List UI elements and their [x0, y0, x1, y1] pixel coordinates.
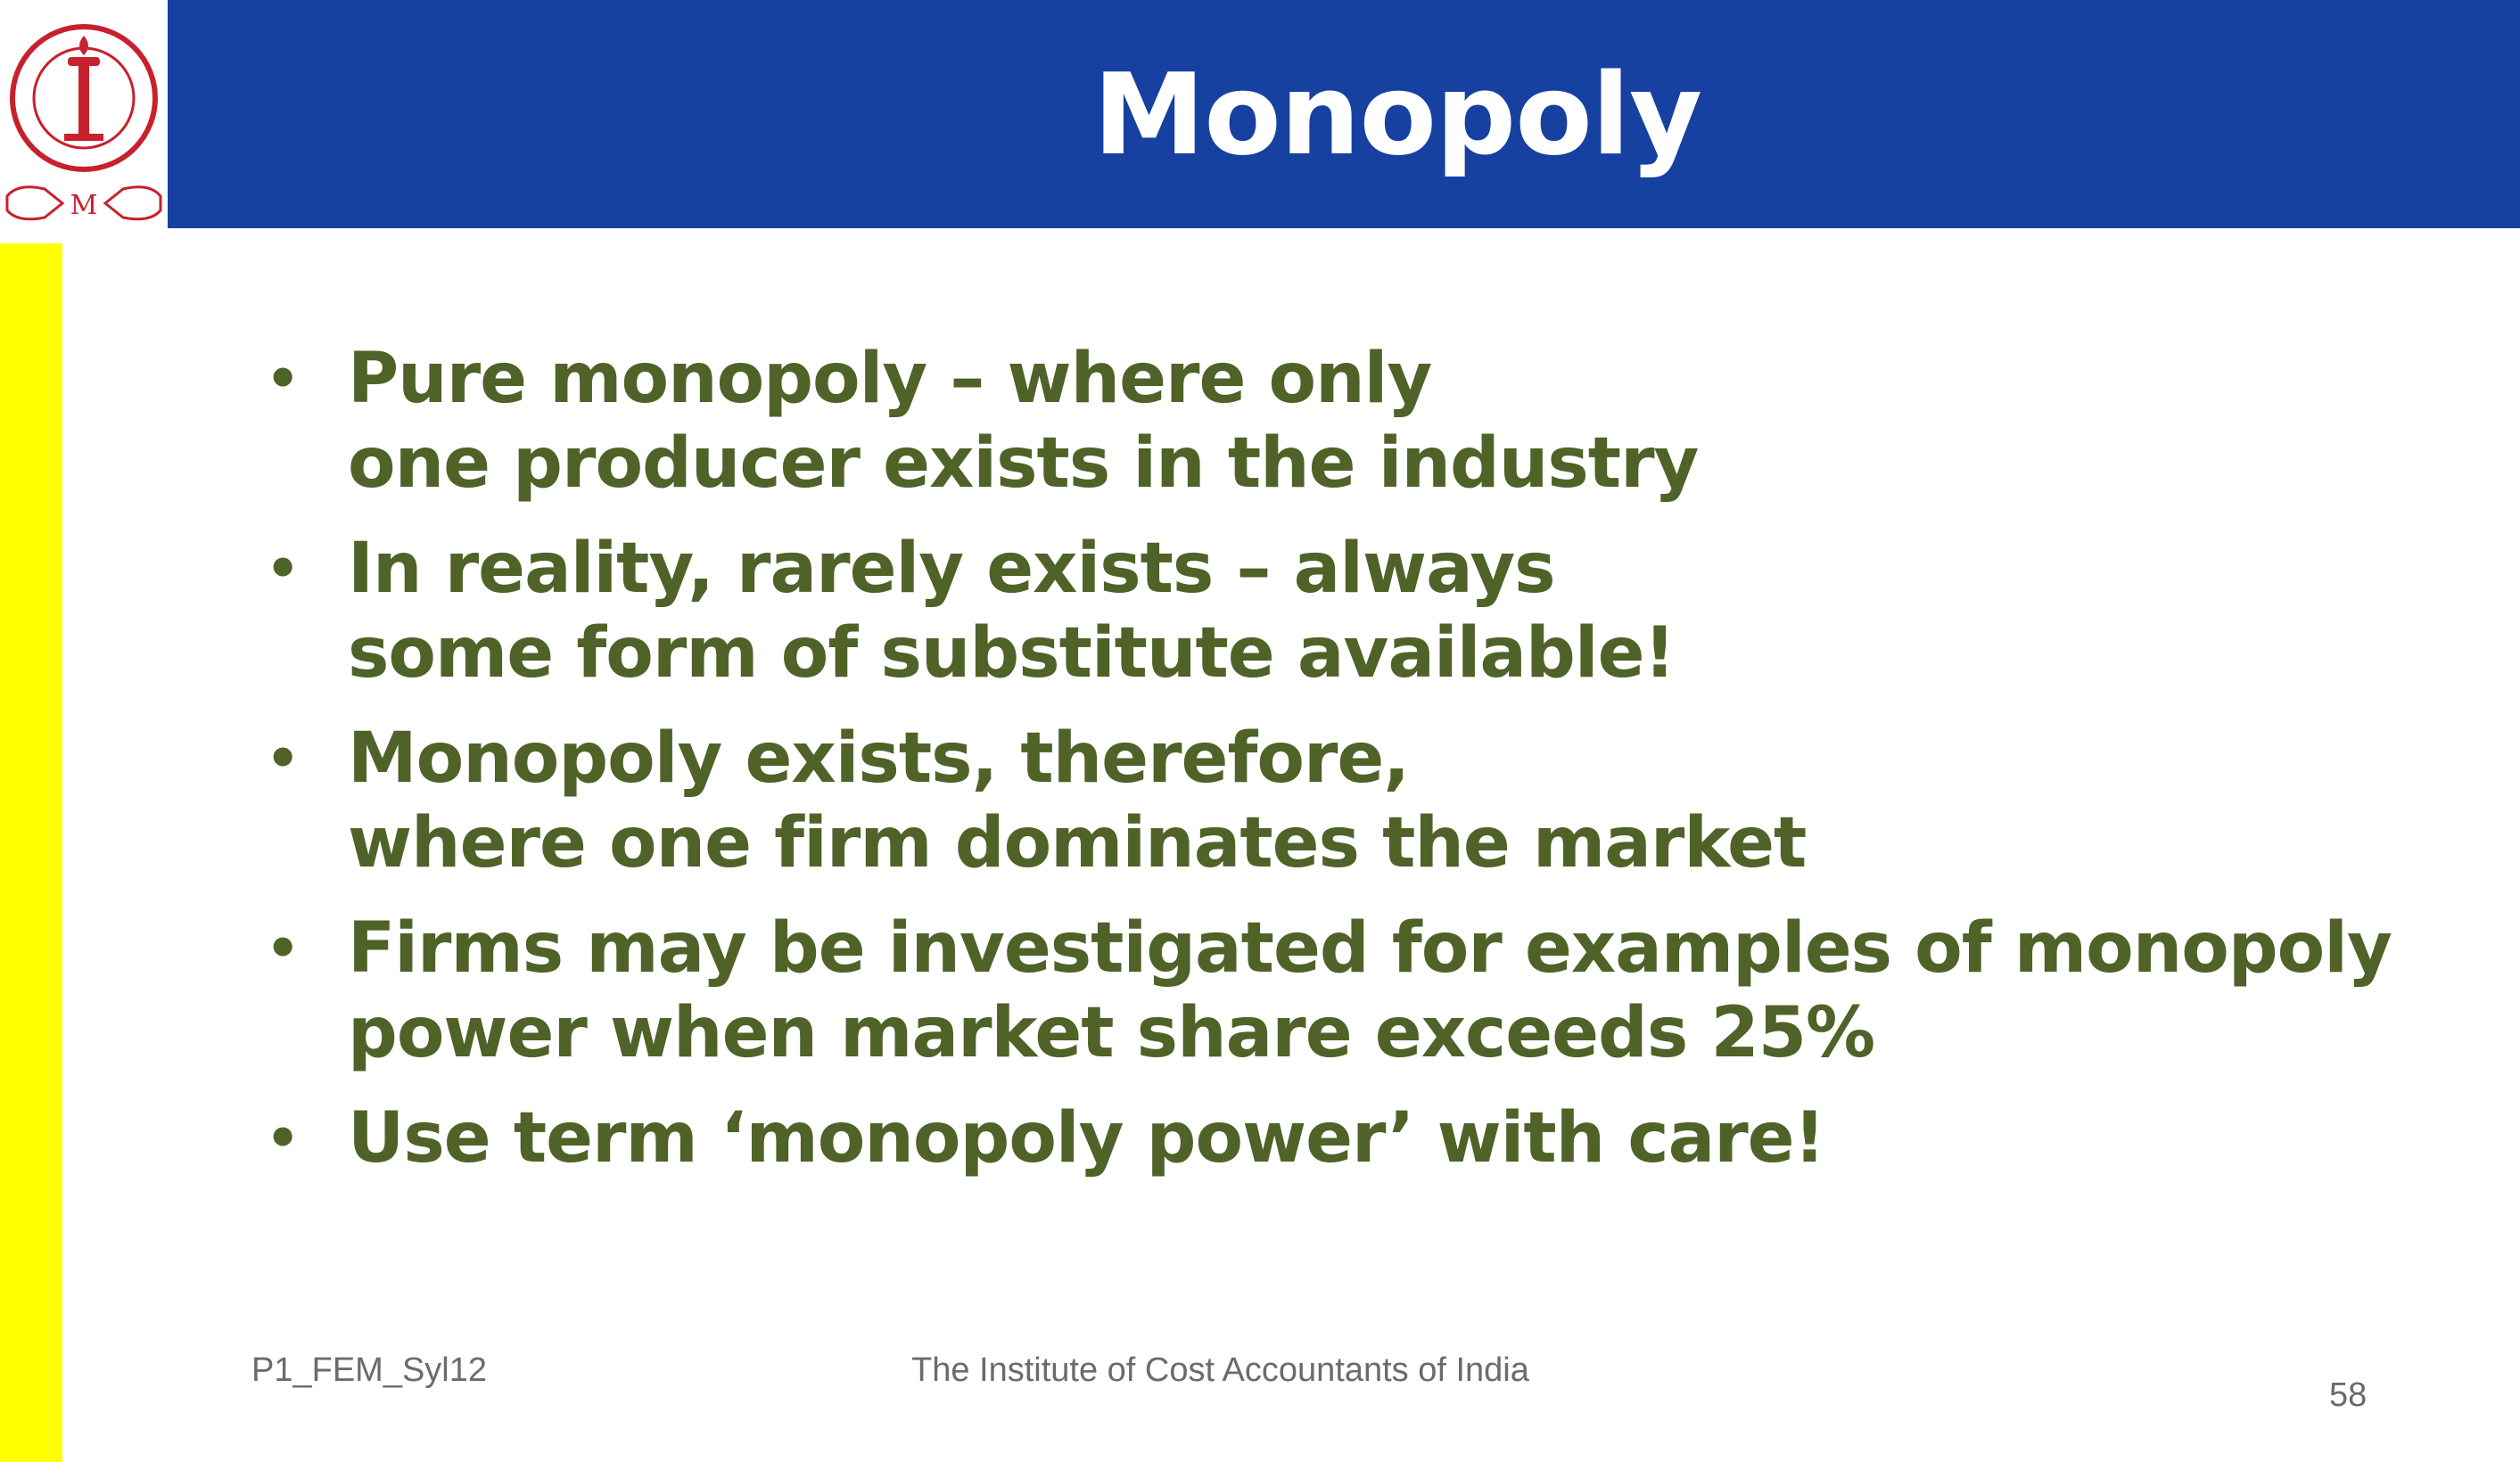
bullet-dot-icon: •	[266, 348, 300, 410]
accent-bar	[0, 243, 62, 1462]
footer-institute: The Institute of Cost Accountants of India	[911, 1351, 1529, 1389]
bullet-dot-icon: •	[266, 538, 300, 600]
bullet-line: power when market share exceeds 25%	[348, 993, 1875, 1073]
bullet-line: Use term ‘monopoly power’ with care!	[348, 1098, 1825, 1179]
bullet-item	[259, 907, 2399, 1076]
bullet-line: Firms may be investigated for examples of monopoly	[348, 908, 2392, 989]
page-number: 58	[2329, 1376, 2368, 1414]
bullet-list	[259, 337, 2399, 1202]
bullet-dot-icon: •	[266, 1107, 300, 1170]
footer-code: P1_FEM_Syl12	[251, 1351, 488, 1389]
bullet-line: where one firm dominates the market	[348, 803, 1807, 883]
bullet-line: one producer exists in the industry	[348, 423, 1699, 504]
bullet-line: Pure monopoly – where only	[348, 339, 1432, 419]
bullet-item	[259, 337, 2399, 506]
bullet-dot-icon: •	[266, 727, 300, 790]
institute-emblem-icon	[0, 0, 168, 230]
bullet-dot-icon: •	[266, 917, 300, 980]
page-title: Monopoly	[1092, 48, 1702, 180]
logo	[0, 0, 168, 230]
bullet-line: Monopoly exists, therefore,	[348, 719, 1409, 799]
svg-text:M: M	[70, 190, 98, 221]
bullet-item	[259, 1096, 2399, 1181]
bullet-line: In reality, rarely exists – always	[348, 529, 1555, 609]
bullet-line: some form of substitute available!	[348, 613, 1676, 694]
bullet-item	[259, 527, 2399, 696]
bullet-item	[259, 717, 2399, 886]
title-bar	[168, 0, 2520, 228]
